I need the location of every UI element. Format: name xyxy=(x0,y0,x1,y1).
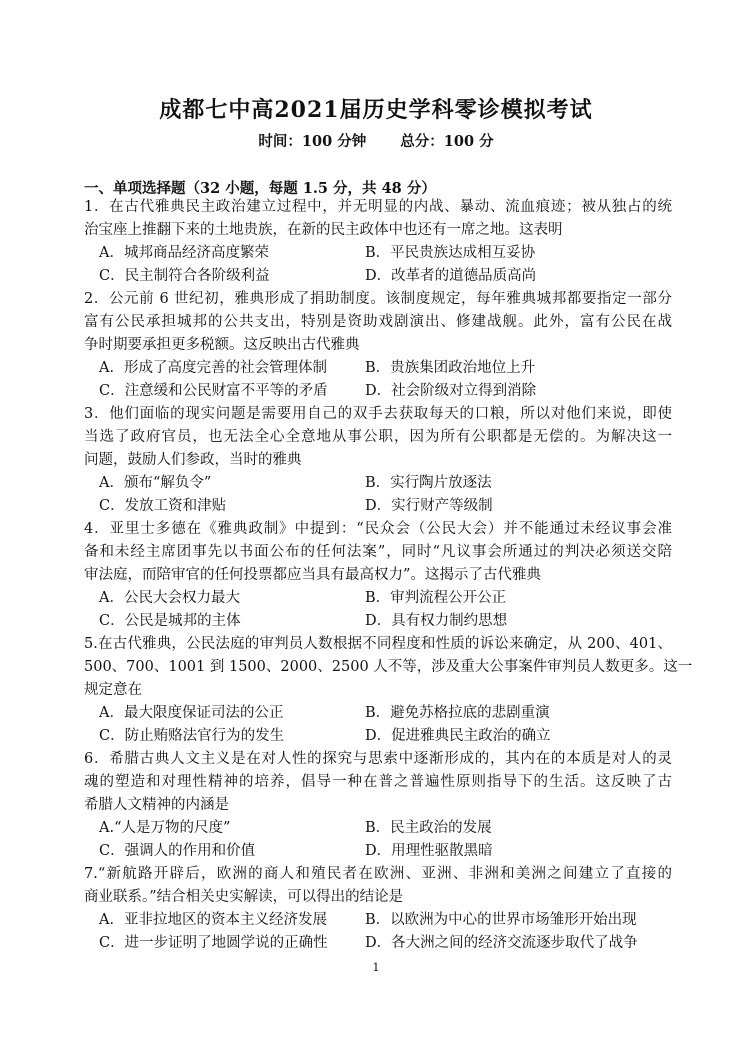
question-5-line-3: 规定意在 xyxy=(84,682,142,698)
question-4-line-1: 4．亚里士多德在《雅典政制》中提到：“民众会（公民大会）并不能通过未经议事会准 xyxy=(84,521,672,537)
question-2-line-2: 富有公民承担城邦的公共支出，特别是资助戏剧演出、修建战舰。此外，富有公民在战 xyxy=(84,314,672,330)
question-5-line-2: 500、700、1001 到 1500、2000、2500 人不等，涉及重大公事案件审判员人数更多。这一 xyxy=(84,659,693,675)
question-6-option-d: D．用理性驱散黑暗 xyxy=(365,843,493,859)
page-number: 1 xyxy=(372,961,380,974)
question-3-line-3: 问题，鼓励人们参政，当时的雅典 xyxy=(84,452,302,468)
question-4-option-b: B．审判流程公开公正 xyxy=(365,590,507,606)
question-7-option-a: A．亚非拉地区的资本主义经济发展 xyxy=(99,912,327,928)
question-7-line-1: 7.“新航路开辟后，欧洲的商人和殖民者在欧洲、亚洲、非洲和美洲之间建立了直接的 xyxy=(84,866,672,882)
question-5-option-b: B．避免苏格拉底的悲剧重演 xyxy=(365,705,550,721)
question-1-option-d: D．改革者的道德品质高尚 xyxy=(365,268,537,284)
question-6-option-c: C．强调人的作用和价值 xyxy=(99,843,256,859)
question-7-option-d: D．各大洲之间的经济交流逐步取代了战争 xyxy=(365,935,638,951)
question-4-line-2: 备和未经主席团事先以书面公布的任何法案”，同时“凡议事会所通过的判决必须送交陪 xyxy=(84,544,672,560)
question-3-option-c: C．发放工资和津贴 xyxy=(99,498,227,514)
question-1-line-1: 1．在古代雅典民主政治建立过程中，并无明显的内战、暴动、流血痕迹；被从独占的统 xyxy=(84,199,672,215)
question-3-option-d: D．实行财产等级制 xyxy=(365,498,493,514)
question-4-option-c: C．公民是城邦的主体 xyxy=(99,613,241,629)
question-7-option-b: B．以欧洲为中心的世界市场雏形开始出现 xyxy=(365,912,637,928)
question-1-line-2: 治宝座上推翻下来的土地贵族，在新的民主政体中也还有一席之地。这表明 xyxy=(84,222,563,238)
question-6-option-b: B．民主政治的发展 xyxy=(365,820,492,836)
question-3-line-1: 3．他们面临的现实问题是需要用自己的双手去获取每天的口粮，所以对他们来说，即使 xyxy=(84,406,672,422)
section-heading: 一、单项选择题（32 小题，每题 1.5 分，共 48 分） xyxy=(84,180,436,197)
question-7-option-c: C．进一步证明了地圆学说的正确性 xyxy=(99,935,328,951)
question-4-option-a: A．公民大会权力最大 xyxy=(99,590,240,606)
question-2-option-c: C．注意缓和公民财富不平等的矛盾 xyxy=(99,383,328,399)
question-4-line-3: 审法庭，而陪审官的任何投票都应当具有最高权力”。这揭示了古代雅典 xyxy=(84,567,541,583)
question-4-option-d: D．具有权力制约思想 xyxy=(365,613,508,629)
question-5-option-c: C．防止贿赂法官行为的发生 xyxy=(99,728,285,744)
question-3-option-a: A．颁布“解负令” xyxy=(99,475,212,491)
question-2-option-a: A．形成了高度完善的社会管理体制 xyxy=(99,360,327,376)
question-2-option-b: B．贵族集团政治地位上升 xyxy=(365,360,536,376)
question-2-line-1: 2．公元前 6 世纪初，雅典形成了捐助制度。该制度规定，每年雅典城邦都要指定一部分 xyxy=(84,291,672,307)
question-1-option-a: A．城邦商品经济高度繁荣 xyxy=(99,245,269,261)
question-5-option-d: D．促进雅典民主政治的确立 xyxy=(365,728,551,744)
question-6-line-3: 希腊人文精神的内涵是 xyxy=(84,797,229,813)
question-7-line-2: 商业联系。”结合相关史实解读，可以得出的结论是 xyxy=(84,889,404,905)
question-1-option-c: C．民主制符合各阶级利益 xyxy=(99,268,270,284)
question-5-line-1: 5.在古代雅典，公民法庭的审判员人数根据不同程度和性质的诉讼来确定，从 200、401、 xyxy=(84,636,672,652)
exam-time-and-score: 时间：100 分钟 总分：100 分 xyxy=(258,133,494,150)
question-3-option-b: B．实行陶片放逐法 xyxy=(365,475,492,491)
exam-title: 成都七中高2021届历史学科零诊模拟考试 xyxy=(159,97,593,123)
question-2-option-d: D．社会阶级对立得到消除 xyxy=(365,383,537,399)
question-2-line-3: 争时期要承担更多税额。这反映出古代雅典 xyxy=(84,337,360,353)
question-5-option-a: A．最大限度保证司法的公正 xyxy=(99,705,284,721)
question-3-line-2: 当选了政府官员，也无法全心全意地从事公职，因为所有公职都是无偿的。为解决这一 xyxy=(84,429,672,445)
question-6-line-1: 6．希腊古典人文主义是在对人性的探究与思索中逐渐形成的，其内在的本质是对人的灵 xyxy=(84,751,672,767)
question-1-option-b: B．平民贵族达成相互妥协 xyxy=(365,245,536,261)
question-6-line-2: 魂的塑造和对理性精神的培养，倡导一种在普之普遍性原则指导下的生活。这反映了古 xyxy=(84,774,672,790)
question-6-option-a: A.“人是万物的尺度” xyxy=(99,820,231,836)
